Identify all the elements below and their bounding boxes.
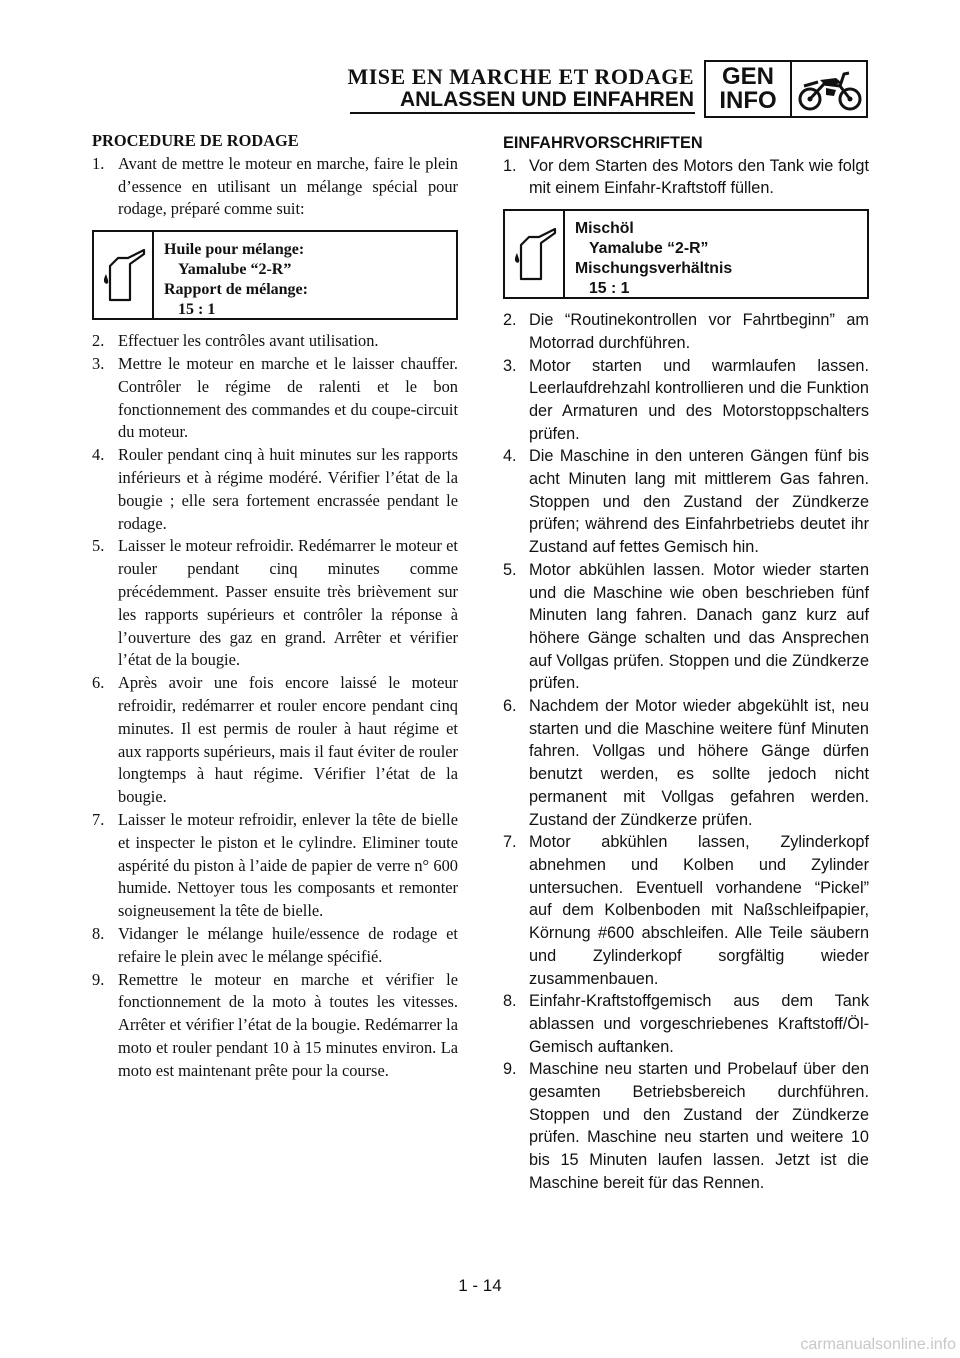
- step-number: 3.: [92, 353, 105, 373]
- step-number: 8.: [503, 992, 517, 1011]
- spec-box-de: [503, 209, 869, 299]
- badge-label: [706, 62, 792, 116]
- header-title-fr: MISE EN MARCHE ET RODAGE: [347, 64, 694, 89]
- list-item: [503, 445, 869, 559]
- step-text: Effectuer les contrôles avant utilisation.: [118, 331, 379, 351]
- step-text: Maschine neu starten und Probelauf über den gesamten Betriebsbereich durchführen. Stoppen und den Zustand der Zündkerze prüfen. Maschine neu starten und weitere 10 bis 15 Minuten laufen lassen. Jetzt ist die Maschine bereit für das Rennen.: [529, 1060, 869, 1192]
- section-title-de: EINFAHRVORSCHRIFTEN: [503, 134, 703, 152]
- step-text: Motor abkühlen lassen, Zylinderkopf abnehmen und Kolben und Zylinder untersuchen. Eventuell vorhandene “Pickel” auf dem Kolbenboden mit Naßschleifpapier, Körnung #600 abschleifen. Alle Teile säubern und Zylinderkopf sorgfältig wieder zusammenbauen.: [529, 833, 869, 988]
- step-number: 5.: [92, 536, 105, 556]
- step-text: Motor starten und warmlaufen lassen. Leerlaufdrehzahl kontrollieren und die Funktion der Armaturen und des Motorstoppschalters prüfen.: [529, 356, 869, 443]
- step-text: Mettre le moteur en marche et le laisser chauffer. Contrôler le régime de ralenti et le bon fonctionnement des commandes et du coupe-circuit du moteur.: [118, 353, 458, 442]
- list-item: [92, 535, 458, 672]
- page-number: 1 - 14: [458, 1276, 502, 1295]
- step-number: 6.: [503, 697, 517, 716]
- watermark: carmanualsonline.info: [800, 1336, 956, 1353]
- spec-body: [575, 219, 732, 299]
- step-number: 1.: [503, 156, 517, 175]
- step-text: Die Maschine in den unteren Gängen fünf bis acht Minuten lang mit mittlerem Gas fahren. Stoppen und den Zustand der Zündkerze prüfen; während des Einfahrbetriebs deutet ihr Zustand auf fettes Gemisch hin.: [529, 447, 869, 557]
- steps-list-de: [503, 309, 869, 1194]
- steps-list-fr: [92, 330, 458, 1082]
- list-item: [503, 990, 869, 1058]
- step-text: Avant de mettre le moteur en marche, faire le plein d’essence en utilisant un mélange spécial pour rodage, préparé comme suit:: [118, 153, 458, 219]
- step-number: 2.: [92, 331, 105, 351]
- oil-can-icon: [511, 223, 559, 287]
- step-text: Motor abkühlen lassen. Motor wieder starten und die Maschine wie oben beschrieben fünf Minuten lang fahren. Danach ganz kurz auf höhere Gänge schalten und das Ansprechen auf Vollgas prüfen. Stoppen und die Zündkerze prüfen.: [529, 560, 869, 693]
- list-item: [92, 444, 458, 535]
- step-text: Remettre le moteur en marche et vérifier le fonctionnement de la moto à toutes les vitesses. Arrêter et vérifier l’état de la bougie. Redémarrer la moto et rouler pendant 10 à 15 minutes environ. La moto est maintenant prête pour la course.: [118, 969, 458, 1080]
- gen-info-badge: [704, 60, 868, 118]
- list-item: [503, 155, 869, 200]
- step-number: 9.: [92, 969, 105, 989]
- list-item: [92, 809, 458, 923]
- step-text: Vidanger le mélange huile/essence de rodage et refaire le plein avec le mélange spécifié.: [118, 923, 458, 966]
- step-number: 7.: [503, 833, 517, 852]
- step-text: Laisser le moteur refroidir, enlever la tête de bielle et inspecter le piston et le cylindre. Eliminer toute aspérité du piston à l’aide de papier de verre n° 600 humide. Nettoyer tous les composants et remonter soigneusement la tête de bielle.: [118, 809, 458, 921]
- step-number: 7.: [92, 809, 105, 829]
- step-text: Die “Routinekontrollen vor Fahrtbeginn” am Motorrad durchführen.: [529, 311, 869, 352]
- step-number: 4.: [92, 445, 105, 465]
- list-item: [503, 355, 869, 446]
- spec-icon-cell: [94, 232, 154, 318]
- list-item: [503, 309, 869, 354]
- step-number: 2.: [503, 311, 517, 330]
- step-text: Nachdem der Motor wieder abgekühlt ist, neu starten und die Maschine weitere fünf Minuten fahren. Vollgas und höhere Gänge dürfen benutzt werden, es sollte jedoch nicht permanent mit Vollgas gefahren werden. Zustand der Zündkerze prüfen.: [529, 697, 869, 829]
- step-number: 4.: [503, 447, 517, 466]
- list-item: [92, 353, 458, 444]
- spec-value-2: 15 : 1: [589, 280, 630, 298]
- spec-value-1: Yamalube “2-R”: [589, 240, 709, 258]
- motorcycle-icon: [796, 68, 864, 112]
- step-number: 9.: [503, 1060, 517, 1079]
- list-item: [92, 330, 458, 353]
- spec-value-1: Yamalube “2-R”: [178, 261, 292, 279]
- oil-can-icon: [100, 244, 148, 308]
- step-text: Après avoir une fois encore laissé le moteur refroidir, redémarrer et rouler encore pendant cinq minutes. Il est permis de rouler à haut régime et aux rapports supérieurs, mais il faut éviter de rouler longtemps à haut régime. Vérifier l’état de la bougie.: [118, 673, 458, 807]
- list-item: [92, 153, 458, 221]
- spec-box-fr: [92, 230, 458, 320]
- section-title-fr: PROCEDURE DE RODAGE: [92, 131, 299, 150]
- list-item: [503, 831, 869, 990]
- list-item: [92, 672, 458, 809]
- step-number: 1.: [92, 153, 105, 173]
- badge-line-1: GEN: [721, 63, 774, 90]
- spec-icon-cell: [505, 211, 565, 297]
- step-number: 3.: [503, 356, 517, 375]
- list-item: [92, 923, 458, 969]
- steps-list-de-intro: [503, 155, 869, 200]
- list-item: [92, 969, 458, 1083]
- step-text: Laisser le moteur refroidir. Redémarrer le moteur et rouler pendant cinq minutes comme précédemment. Passer ensuite très brièvement sur les rapports supérieurs et contrôler la réponse à l’ouverture des gaz en grand. Arrêter et vérifier l’état de la bougie.: [118, 536, 458, 670]
- column-de: [503, 128, 869, 1195]
- spec-label-2: Rapport de mélange:: [164, 281, 308, 299]
- step-number: 5.: [503, 560, 517, 579]
- spec-label-1: Mischöl: [575, 220, 634, 238]
- step-text: Vor dem Starten des Motors den Tank wie folgt mit einem Einfahr-Kraftstoff füllen.: [529, 156, 869, 198]
- step-number: 6.: [92, 673, 105, 693]
- steps-list-fr-intro: [92, 153, 458, 221]
- header-rule: [350, 112, 695, 114]
- list-item: [503, 695, 869, 831]
- step-number: 8.: [92, 923, 105, 943]
- list-item: [503, 1058, 869, 1194]
- spec-label-2: Mischungsverhältnis: [575, 260, 733, 278]
- column-fr: [92, 128, 458, 1082]
- list-item: [503, 559, 869, 695]
- spec-body: [164, 240, 308, 320]
- spec-value-2: 15 : 1: [178, 301, 216, 319]
- spec-label-1: Huile pour mélange:: [164, 241, 305, 259]
- step-text: Rouler pendant cinq à huit minutes sur les rapports inférieurs et à régime modéré. Vérifier l’état de la bougie ; elle sera fortement encrassée pendant le rodage.: [118, 445, 458, 533]
- step-text: Einfahr-Kraftstoffgemisch aus dem Tank ablassen und vorgeschriebenes Kraftstoff/Öl-Gemisch auftanken.: [529, 992, 869, 1056]
- badge-line-2: INFO: [719, 87, 777, 114]
- header-title-de: ANLASSEN UND EINFAHREN: [399, 88, 694, 111]
